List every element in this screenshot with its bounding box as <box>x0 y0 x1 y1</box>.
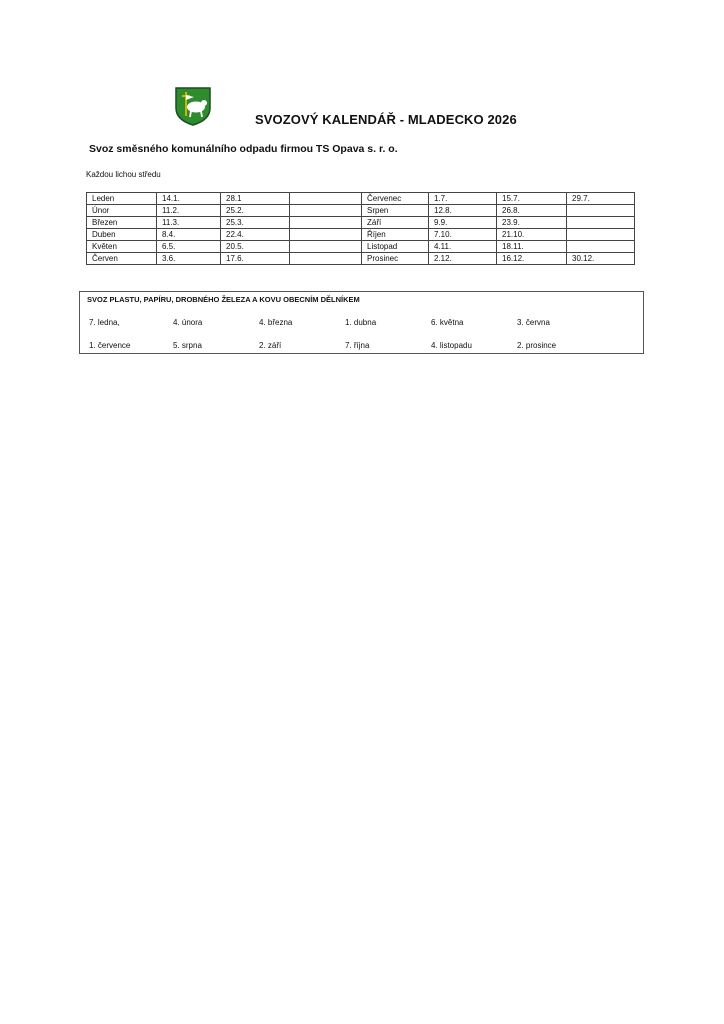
date-cell: 21.10. <box>497 229 567 241</box>
plastics-date: 6. května <box>431 318 464 327</box>
date-cell: 11.2. <box>157 205 221 217</box>
date-cell: 16.12. <box>497 253 567 265</box>
date-cell: 23.9. <box>497 217 567 229</box>
table-row <box>87 241 635 253</box>
date-cell <box>567 217 635 229</box>
date-cell: 15.7. <box>497 193 567 205</box>
table-row <box>87 205 635 217</box>
date-cell: 9.9. <box>429 217 497 229</box>
date-cell: 20.5. <box>221 241 290 253</box>
date-cell: 1.7. <box>429 193 497 205</box>
plastics-date: 2. září <box>259 341 282 350</box>
plastics-date: 4. listopadu <box>431 341 472 350</box>
plastics-collection-box <box>79 291 644 354</box>
date-cell <box>290 217 362 229</box>
month-cell: Leden <box>87 193 157 205</box>
date-cell: 12.8. <box>429 205 497 217</box>
date-cell: 17.6. <box>221 253 290 265</box>
month-cell: Březen <box>87 217 157 229</box>
month-cell: Červenec <box>362 193 429 205</box>
collection-note: Každou lichou středu <box>86 170 161 179</box>
municipal-crest-icon <box>174 86 212 126</box>
month-cell: Listopad <box>362 241 429 253</box>
plastics-collection-title: SVOZ PLASTU, PAPÍRU, DROBNÉHO ŽELEZA A KOVU OBECNÍM DĚLNÍKEM <box>87 295 360 304</box>
date-cell: 3.6. <box>157 253 221 265</box>
date-cell <box>290 205 362 217</box>
date-cell <box>567 205 635 217</box>
month-cell: Květen <box>87 241 157 253</box>
plastics-date: 7. října <box>345 341 370 350</box>
month-cell: Říjen <box>362 229 429 241</box>
page-title: SVOZOVÝ KALENDÁŘ - MLADECKO 2026 <box>255 112 517 127</box>
date-cell: 25.2. <box>221 205 290 217</box>
mixed-waste-schedule-table <box>86 192 635 265</box>
date-cell <box>567 229 635 241</box>
plastics-date: 2. prosince <box>517 341 557 350</box>
plastics-date: 4. února <box>173 318 203 327</box>
date-cell: 28.1 <box>221 193 290 205</box>
table-row <box>87 217 635 229</box>
date-cell: 2.12. <box>429 253 497 265</box>
month-cell: Srpen <box>362 205 429 217</box>
date-cell <box>290 193 362 205</box>
plastics-date: 1. července <box>89 341 131 350</box>
date-cell: 7.10. <box>429 229 497 241</box>
date-cell: 6.5. <box>157 241 221 253</box>
plastics-date: 7. ledna, <box>89 318 120 327</box>
table-row <box>87 193 635 205</box>
table-row <box>87 229 635 241</box>
month-cell: Únor <box>87 205 157 217</box>
date-cell: 4.11. <box>429 241 497 253</box>
month-cell: Prosinec <box>362 253 429 265</box>
date-cell: 29.7. <box>567 193 635 205</box>
date-cell: 14.1. <box>157 193 221 205</box>
table-row <box>87 253 635 265</box>
date-cell: 22.4. <box>221 229 290 241</box>
month-cell: Duben <box>87 229 157 241</box>
date-cell <box>567 241 635 253</box>
month-cell: Září <box>362 217 429 229</box>
date-cell <box>290 253 362 265</box>
page-subtitle: Svoz směsného komunálního odpadu firmou TS Opava s. r. o. <box>89 143 398 155</box>
date-cell: 18.11. <box>497 241 567 253</box>
date-cell: 26.8. <box>497 205 567 217</box>
date-cell: 11.3. <box>157 217 221 229</box>
date-cell <box>290 229 362 241</box>
month-cell: Červen <box>87 253 157 265</box>
date-cell: 25.3. <box>221 217 290 229</box>
date-cell: 8.4. <box>157 229 221 241</box>
plastics-date: 3. června <box>517 318 550 327</box>
date-cell: 30.12. <box>567 253 635 265</box>
date-cell <box>290 241 362 253</box>
plastics-date: 4. března <box>259 318 293 327</box>
plastics-date: 1. dubna <box>345 318 377 327</box>
plastics-date: 5. srpna <box>173 341 202 350</box>
